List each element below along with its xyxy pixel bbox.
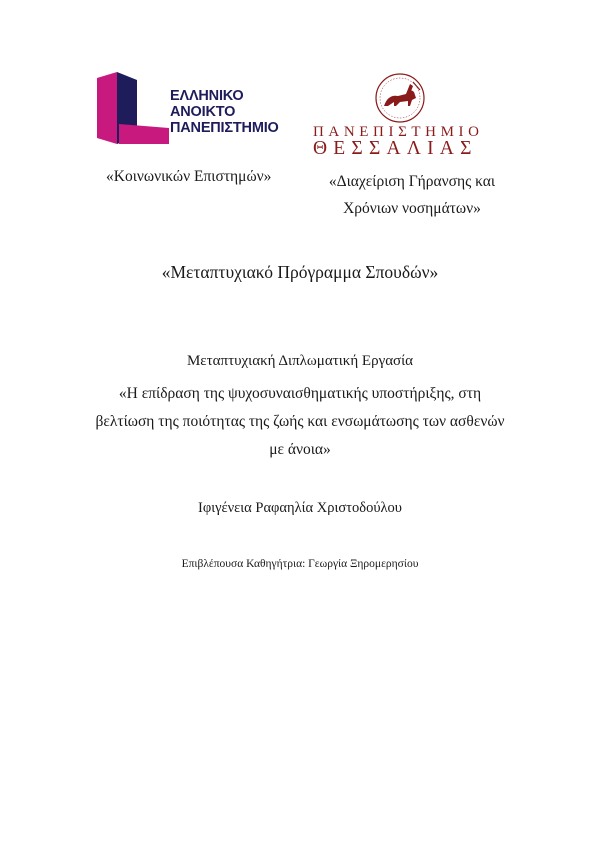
uth-name-line2: ΘΕΣΣΑΛΙΑΣ bbox=[313, 138, 478, 159]
eap-logo-line3: ΠΑΝΕΠΙΣΤΗΜΙΟ bbox=[170, 120, 279, 136]
uth-seal bbox=[360, 72, 440, 128]
school-left: «Κοινωνικών Επιστημών» bbox=[106, 168, 272, 185]
uth-name-line1: ΠΑΝΕΠΙΣΤΗΜΙΟ bbox=[313, 124, 484, 140]
school-right bbox=[326, 168, 498, 222]
thesis-title-line1: «Η επίδραση της ψυχοσυναισθηματικής υποστήριξης, στη bbox=[118, 385, 482, 402]
thesis-title bbox=[80, 380, 520, 464]
thesis-title-line2: βελτίωση της ποιότητας της ζωής και ενσωμάτωσης των ασθενών bbox=[95, 413, 505, 430]
school-right-line1: «Διαχείριση Γήρανσης και bbox=[328, 173, 496, 190]
eap-logo-text bbox=[170, 88, 279, 136]
eap-logo-line1: ΕΛΛΗΝΙΚΟ bbox=[170, 88, 244, 104]
author-name: Ιφιγένεια Ραφαηλία Χριστοδούλου bbox=[198, 500, 402, 516]
school-right-line2: Χρόνιων νοσημάτων» bbox=[343, 200, 481, 217]
program-title: «Μεταπτυχιακό Πρόγραμμα Σπουδών» bbox=[161, 262, 439, 282]
eap-logo-mark-icon bbox=[97, 72, 169, 144]
thesis-type: Μεταπτυχιακή Διπλωματική Εργασία bbox=[186, 353, 414, 369]
thesis-title-line3: με άνοια» bbox=[269, 441, 331, 458]
centaur-seal-icon bbox=[360, 72, 440, 128]
supervisor: Επιβλέπουσα Καθηγήτρια: Γεωργία Ξηρομερησίου bbox=[181, 558, 419, 570]
eap-logo-line2: ΑΝΟΙΚΤΟ bbox=[170, 104, 236, 120]
